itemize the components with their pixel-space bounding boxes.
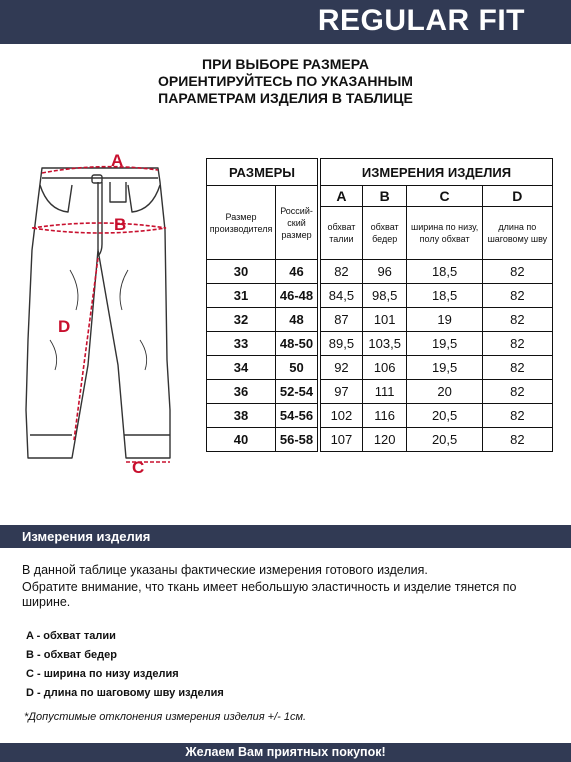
sizes-col-ru: Россий-ский размер bbox=[276, 186, 318, 260]
measure-cell: 82 bbox=[482, 332, 552, 356]
measure-cell: 82 bbox=[482, 428, 552, 452]
measure-letter: B bbox=[362, 186, 407, 207]
measure-letter: A bbox=[321, 186, 363, 207]
size-cell: 32 bbox=[207, 308, 276, 332]
measure-cell: 106 bbox=[362, 356, 407, 380]
measure-cell: 84,5 bbox=[321, 284, 363, 308]
measure-cell: 92 bbox=[321, 356, 363, 380]
intro-line: ОРИЕНТИРУЙТЕСЬ ПО УКАЗАННЫМ bbox=[158, 73, 413, 89]
measure-cell: 82 bbox=[482, 284, 552, 308]
measure-cell: 87 bbox=[321, 308, 363, 332]
measurement-legend bbox=[26, 627, 224, 703]
measure-cell: 116 bbox=[362, 404, 407, 428]
size-cell: 34 bbox=[207, 356, 276, 380]
intro-line: ПАРАМЕТРАМ ИЗДЕЛИЯ В ТАБЛИЦЕ bbox=[158, 90, 413, 106]
legend-item: C - ширина по низу изделия bbox=[26, 668, 179, 680]
measure-desc: ширина по низу, полу обхват bbox=[407, 207, 482, 260]
section-description bbox=[22, 563, 552, 612]
measure-cell: 111 bbox=[362, 380, 407, 404]
measurements-table bbox=[320, 158, 553, 452]
description-paragraph: Обратите внимание, что ткань имеет небольшую эластичность и изделие тянется по ширине. bbox=[22, 580, 517, 609]
measure-letter: D bbox=[482, 186, 552, 207]
label-c: C bbox=[132, 458, 145, 475]
sizes-title: РАЗМЕРЫ bbox=[207, 159, 318, 186]
measure-cell: 97 bbox=[321, 380, 363, 404]
size-cell: 33 bbox=[207, 332, 276, 356]
measure-cell: 20,5 bbox=[407, 428, 482, 452]
sizes-col-maker: Размер производителя bbox=[207, 186, 276, 260]
jeans-diagram bbox=[10, 140, 195, 475]
measure-cell: 20 bbox=[407, 380, 482, 404]
measure-desc: длина по шаговому шву bbox=[482, 207, 552, 260]
size-cell: 48 bbox=[276, 308, 318, 332]
size-cell: 50 bbox=[276, 356, 318, 380]
legend-item: A - обхват талии bbox=[26, 630, 116, 642]
legend-item: D - длина по шаговому шву изделия bbox=[26, 687, 224, 699]
measure-cell: 82 bbox=[482, 260, 552, 284]
measure-cell: 82 bbox=[482, 356, 552, 380]
sizes-table bbox=[206, 158, 318, 452]
measure-desc: обхват талии bbox=[321, 207, 363, 260]
intro-line: ПРИ ВЫБОРЕ РАЗМЕРА bbox=[202, 56, 369, 72]
measure-cell: 18,5 bbox=[407, 260, 482, 284]
label-b: B bbox=[114, 215, 127, 234]
measure-cell: 96 bbox=[362, 260, 407, 284]
size-cell: 38 bbox=[207, 404, 276, 428]
measure-cell: 82 bbox=[482, 308, 552, 332]
footer-bar: Желаем Вам приятных покупок! bbox=[0, 743, 571, 762]
measure-cell: 18,5 bbox=[407, 284, 482, 308]
size-cell: 48-50 bbox=[276, 332, 318, 356]
size-cell: 46-48 bbox=[276, 284, 318, 308]
measure-cell: 101 bbox=[362, 308, 407, 332]
measure-cell: 89,5 bbox=[321, 332, 363, 356]
measure-cell: 102 bbox=[321, 404, 363, 428]
header-bar bbox=[0, 0, 571, 44]
size-cell: 36 bbox=[207, 380, 276, 404]
section-title: Измерения изделия bbox=[22, 529, 151, 544]
size-cell: 52-54 bbox=[276, 380, 318, 404]
measure-cell: 103,5 bbox=[362, 332, 407, 356]
measure-cell: 82 bbox=[482, 380, 552, 404]
size-cell: 54-56 bbox=[276, 404, 318, 428]
size-cell: 46 bbox=[276, 260, 318, 284]
section-band bbox=[0, 525, 571, 548]
size-cell: 31 bbox=[207, 284, 276, 308]
measure-cell: 19,5 bbox=[407, 356, 482, 380]
legend-item: B - обхват бедер bbox=[26, 649, 117, 661]
measure-cell: 82 bbox=[482, 404, 552, 428]
description-paragraph: В данной таблице указаны фактические измерения готового изделия. bbox=[22, 563, 428, 577]
measure-letter: C bbox=[407, 186, 482, 207]
intro-text bbox=[0, 56, 571, 107]
tolerance-note: *Допустимые отклонения измерения изделия +/- 1см. bbox=[24, 711, 307, 723]
label-a: A bbox=[111, 151, 124, 170]
measure-desc: обхват бедер bbox=[362, 207, 407, 260]
measurements-title: ИЗМЕРЕНИЯ ИЗДЕЛИЯ bbox=[321, 159, 553, 186]
measure-cell: 107 bbox=[321, 428, 363, 452]
size-cell: 40 bbox=[207, 428, 276, 452]
measure-cell: 20,5 bbox=[407, 404, 482, 428]
measure-cell: 98,5 bbox=[362, 284, 407, 308]
measure-cell: 82 bbox=[321, 260, 363, 284]
fit-title: REGULAR FIT bbox=[317, 4, 525, 37]
size-cell: 30 bbox=[207, 260, 276, 284]
label-d: D bbox=[58, 317, 71, 336]
measure-cell: 19,5 bbox=[407, 332, 482, 356]
measure-cell: 120 bbox=[362, 428, 407, 452]
size-cell: 56-58 bbox=[276, 428, 318, 452]
measure-cell: 19 bbox=[407, 308, 482, 332]
